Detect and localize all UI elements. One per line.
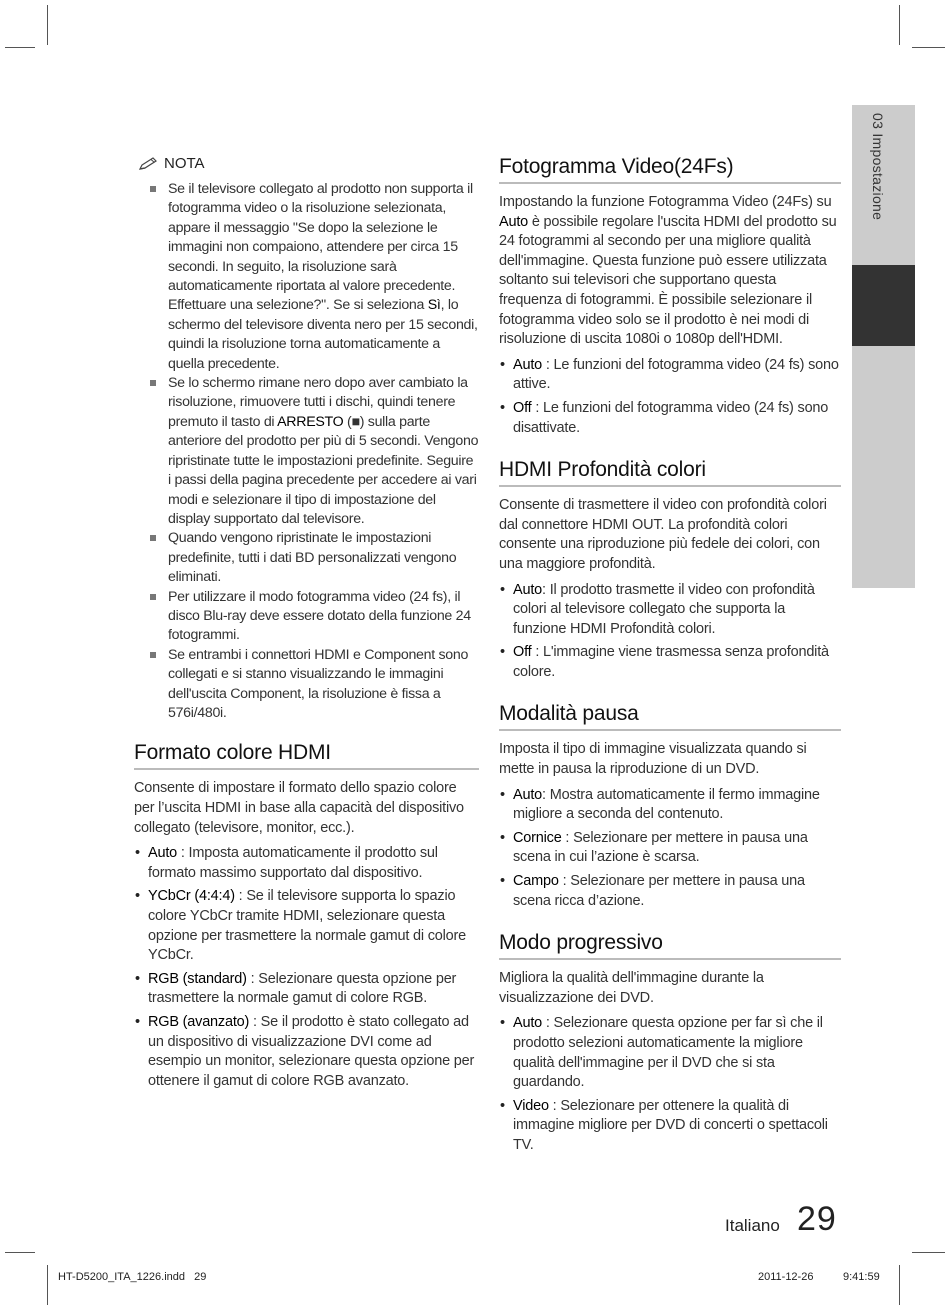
option-description: : Selezionare per mettere in pausa una scena ricca d’azione. [513, 873, 805, 909]
text-run: Se entrambi i connettori HDMI e Component sono collegati e si stanno visualizzando le immagini dell'uscita Component, la risoluzione è fissa a 576i/480i. [168, 646, 469, 721]
note-item [134, 646, 479, 724]
crop-mark [5, 47, 35, 48]
option-term: Auto [513, 581, 543, 598]
text-run: , lo schermo del televisore diventa nero per 15 secondi, quindi la risoluzione torna automaticamente a quella precedente. [168, 297, 478, 372]
section [134, 741, 479, 1091]
option-term: Auto [513, 786, 543, 803]
option-list [499, 1014, 841, 1155]
bold-term: ARRESTO [277, 413, 344, 430]
option-term: Cornice [513, 829, 562, 846]
option-description: : Mostra automaticamente il fermo immagine migliore a seconda del contenuto. [513, 786, 820, 823]
text-run: Se lo schermo rimane nero dopo aver cambiato la risoluzione, rimuovere tutti i dischi, quindi tenere premuto il tasto di [168, 375, 468, 430]
option-term: Campo [513, 873, 559, 890]
option-term: Off [513, 399, 532, 416]
chapter-tab-lower [852, 346, 915, 588]
section-intro: Imposta il tipo di immagine visualizzata quando si mette in pausa la riproduzione di un DVD. [499, 741, 807, 778]
text-run: Impostando la funzione Fotogramma Video (24Fs) su [499, 194, 832, 210]
section-intro: Migliora la qualità dell'immagine durante la visualizzazione dei DVD. [499, 970, 764, 1006]
note-item [134, 588, 479, 646]
option-term: Auto [513, 1015, 543, 1032]
bold-term: Auto [499, 213, 529, 230]
option-description: : Imposta automaticamente il prodotto sul formato massimo supportato dal dispositivo. [148, 845, 438, 881]
option-item [134, 970, 479, 1009]
section [499, 702, 841, 911]
left-sections [134, 741, 479, 1091]
note-header [138, 155, 479, 172]
crop-mark [899, 5, 900, 45]
text-run: (■) sulla parte anteriore del prodotto per più di 5 secondi. Vengono ripristinate tutte le impostazioni predefinite. Seguire i passi della pagina precedente per accedere ai vari modi e selezionare il tipo di impostazione del display supportato dal televisore. [168, 413, 479, 527]
option-description: : Selezionare questa opzione per trasmettere la normale gamut di colore RGB. [148, 970, 457, 1007]
option-description: : Le funzioni del fotogramma video (24 fs) sono disattivate. [513, 399, 829, 436]
page-number: 29 [797, 1200, 837, 1238]
note-item [134, 180, 479, 374]
option-description: : Le funzioni del fotogramma video (24 fs) sono attive. [513, 356, 839, 393]
option-item [499, 1014, 841, 1092]
note-item [134, 374, 479, 529]
option-description: : Selezionare questa opzione per far sì che il prodotto selezioni automaticamente la migliore qualità dell'immagine per il DVD che si sta guardando. [513, 1015, 823, 1091]
imprint-date: 2011-12-26 [758, 1271, 814, 1283]
section [499, 458, 841, 682]
crop-mark [912, 47, 945, 48]
note-item [134, 529, 479, 587]
section [499, 931, 841, 1155]
note-list [134, 180, 479, 723]
option-term: Auto [148, 845, 178, 862]
option-term: Auto [513, 356, 543, 373]
section-title: Modo progressivo [499, 931, 841, 960]
chapter-label: 03 Impostazione [870, 113, 886, 221]
text-run: Quando vengono ripristinate le impostazioni predefinite, tutti i dati BD personalizzati vengono eliminati. [168, 530, 457, 586]
text-run: Se il televisore collegato al prodotto non supporta il fotogramma video o la risoluzione selezionata, appare il messaggio "Se dopo la selezione le immagini non compaiono, attendere per circa 15 secondi. In seguito, la risoluzione sarà automaticamente riportata al valore precedente. Effettuare una selezione?". Se si seleziona [168, 181, 473, 314]
text-run: Per utilizzare il modo fotogramma video (24 fs), il disco Blu-ray deve essere dotato della funzione 24 fotogrammi. [168, 588, 471, 644]
option-item [499, 643, 841, 682]
option-list [499, 356, 841, 438]
imprint-time: 9:41:59 [843, 1271, 880, 1283]
chapter-tab-marker [852, 265, 915, 346]
bold-term: Sì [427, 297, 441, 314]
option-item [499, 356, 841, 395]
option-item [499, 829, 841, 868]
option-term: RGB (standard) [148, 970, 247, 987]
section-title: Fotogramma Video(24Fs) [499, 155, 841, 184]
option-list [499, 581, 841, 683]
option-description: : Selezionare per ottenere la qualità di immagine migliore per DVD di concerti o spettacoli TV. [513, 1097, 828, 1153]
option-item [499, 1097, 841, 1156]
option-item [134, 887, 479, 965]
pencil-icon [138, 156, 160, 172]
option-description: : Il prodotto trasmette il video con profondità colori al televisore collegato che supporta la funzione HDMI Profondità colori. [513, 581, 815, 637]
note-label: NOTA [164, 155, 205, 172]
option-term: Off [513, 644, 532, 661]
option-term: RGB (avanzato) [148, 1013, 250, 1030]
crop-mark [47, 1265, 48, 1305]
option-description: : Se il televisore supporta lo spazio colore YCbCr tramite HDMI, selezionare questa opzione per trasmettere la normale gamut di colore YCbCr. [148, 888, 467, 964]
crop-mark [899, 1265, 900, 1305]
option-item [134, 844, 479, 883]
crop-mark [912, 1252, 945, 1253]
text-run: è possibile regolare l'uscita HDMI del prodotto su 24 fotogrammi al secondo per una migliore qualità dell'immagine. Questa funzione può essere utilizzata soltanto sui televisori che supportano questa frequenza di fotogrammi. È possibile selezionare il fotogramma video solo se il prodotto è nei modi di risoluzione di uscita 1080i o 1080p dell'HDMI. [499, 213, 837, 348]
imprint-file: HT-D5200_ITA_1226.indd 29 [58, 1271, 207, 1283]
option-list [134, 844, 479, 1091]
footer-language: Italiano [725, 1216, 780, 1235]
right-column [499, 155, 841, 1176]
option-description: : L'immagine viene trasmessa senza profondità colore. [513, 644, 829, 680]
section [499, 155, 841, 438]
section-title: HDMI Profondità colori [499, 458, 841, 487]
section-intro [499, 193, 841, 350]
section-title: Modalità pausa [499, 702, 841, 731]
option-item [499, 581, 841, 640]
option-item [499, 786, 841, 825]
crop-mark [5, 1252, 35, 1253]
option-term: YCbCr (4:4:4) [148, 888, 235, 905]
option-item [499, 872, 841, 911]
crop-mark [47, 5, 48, 45]
option-term: Video [513, 1097, 549, 1114]
section-title: Formato colore HDMI [134, 741, 479, 770]
option-list [499, 786, 841, 912]
section-intro: Consente di trasmettere il video con profondità colori dal connettore HDMI OUT. La profondità colori consente una riproduzione più fedele dei colori, con una maggiore profondità. [499, 497, 827, 572]
option-description: : Se il prodotto è stato collegato ad un dispositivo di visualizzazione DVI come ad esempio un monitor, selezionare questa opzione per ottenere il gamut di colore RGB avanzato. [148, 1013, 475, 1089]
section-intro: Consente di impostare il formato dello spazio colore per l’uscita HDMI in base alla capacità del dispositivo collegato (televisore, monitor, ecc.). [134, 780, 464, 836]
option-item [134, 1013, 479, 1091]
left-column [134, 155, 479, 1111]
option-description: : Selezionare per mettere in pausa una scena in cui l’azione è scarsa. [513, 829, 808, 866]
option-item [499, 399, 841, 438]
